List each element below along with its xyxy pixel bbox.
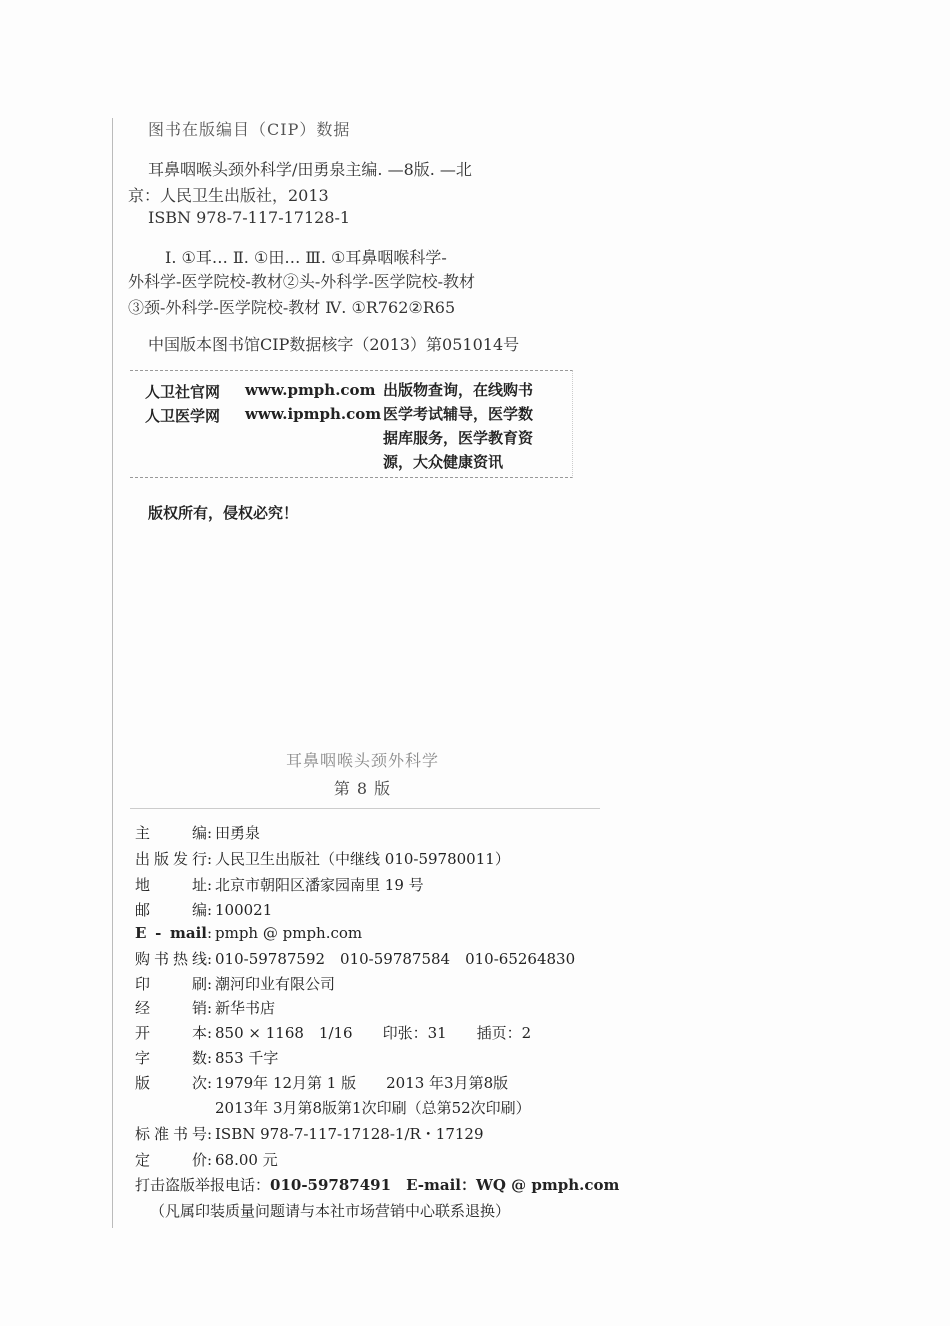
info-value: 68.00 元	[215, 1151, 278, 1169]
info-value: 853 千字	[215, 1049, 279, 1067]
info-value: 田勇泉	[215, 824, 261, 842]
colon: :	[207, 975, 213, 993]
copyright-notice: 版权所有，侵权必究！	[148, 504, 299, 522]
info-label: 地址	[135, 876, 207, 894]
site-name: 人卫社官网	[145, 383, 221, 401]
cip-class: Ⅰ. ①耳… Ⅱ. ①田… Ⅲ. ①耳鼻咽喉科学-	[165, 248, 447, 267]
piracy-phone: 010-59787491	[270, 1176, 392, 1194]
cip-isbn: ISBN 978-7-117-17128-1	[148, 208, 351, 227]
info-value: 100021	[215, 901, 273, 919]
info-value: ISBN 978-7-117-17128-1/R・17129	[215, 1125, 484, 1143]
info-row	[135, 1149, 278, 1170]
info-label: 出版发行	[135, 850, 207, 868]
colon: :	[207, 1151, 213, 1169]
info-row	[135, 997, 275, 1018]
info-label: 开本	[135, 1024, 207, 1042]
info-row	[135, 1072, 508, 1093]
colon: :	[207, 876, 213, 894]
info-value: 新华书店	[215, 999, 276, 1017]
cip-heading: 图书在版编目（CIP）数据	[148, 120, 351, 139]
info-row	[135, 924, 362, 942]
return-notice: （凡属印装质量问题请与本社市场营销中心联系退换）	[150, 1202, 511, 1220]
colon: :	[207, 901, 213, 919]
cip-number: 中国版本图书馆CIP数据核字（2013）第051014号	[148, 335, 520, 354]
colon: :	[207, 1049, 213, 1067]
info-row	[135, 973, 335, 994]
box-desc: 医学考试辅导，医学数	[383, 405, 534, 423]
info-row	[135, 1123, 484, 1144]
cip-class: 外科学-医学院校-教材②头-外科学-医学院校-教材	[128, 272, 476, 291]
info-value: 850 × 1168 1/16 印张：31 插页：2	[215, 1024, 532, 1042]
colon: :	[207, 824, 213, 842]
colon: :	[207, 950, 213, 968]
colon: :	[207, 1125, 213, 1143]
info-value: pmph @ pmph.com	[215, 924, 363, 942]
info-label: 主编	[135, 824, 207, 842]
piracy-label: 打击盗版举报电话：	[135, 1176, 271, 1194]
info-row	[135, 1022, 531, 1043]
info-value: 2013年 3月第8版第1次印刷（总第52次印刷）	[215, 1099, 531, 1117]
colon: :	[207, 999, 213, 1017]
info-row	[135, 1047, 278, 1068]
info-label: 印刷	[135, 975, 207, 993]
colon: :	[207, 1074, 213, 1092]
info-row	[135, 822, 260, 843]
box-desc: 据库服务，医学教育资	[383, 429, 534, 447]
piracy-email-label: E-mail：	[406, 1176, 477, 1194]
info-value: 北京市朝阳区潘家园南里 19 号	[215, 876, 424, 894]
box-desc: 源，大众健康资讯	[383, 453, 504, 471]
colon: :	[207, 1024, 213, 1042]
info-row	[135, 899, 272, 920]
site-url[interactable]: www.pmph.com	[245, 381, 376, 399]
info-value: 1979年 12月第 1 版 2013 年3月第8版	[215, 1074, 509, 1092]
edition: 第 8 版	[333, 779, 392, 798]
info-row	[135, 874, 424, 895]
info-row	[135, 848, 510, 869]
piracy-email: WQ @ pmph.com	[476, 1176, 620, 1194]
info-label: E - mail	[135, 924, 207, 942]
colon: :	[207, 850, 213, 868]
cip-class: ③颈-外科学-医学院校-教材 Ⅳ. ①R762②R65	[128, 298, 456, 317]
info-label: 版次	[135, 1074, 207, 1092]
info-label: 购书热线	[135, 950, 207, 968]
info-label: 字数	[135, 1049, 207, 1067]
info-value: 潮河印业有限公司	[215, 975, 336, 993]
cip-line: 耳鼻咽喉头颈外科学/田勇泉主编. —8版. —北	[148, 160, 472, 179]
book-title: 耳鼻咽喉头颈外科学	[285, 751, 439, 770]
site-name: 人卫医学网	[145, 407, 221, 425]
box-desc: 出版物查询，在线购书	[383, 381, 534, 399]
info-value: 人民卫生出版社（中继线 010-59780011）	[215, 850, 510, 868]
site-url[interactable]: www.ipmph.com	[245, 405, 382, 423]
piracy-line	[135, 1174, 619, 1195]
website-box	[130, 370, 573, 478]
info-row	[135, 948, 575, 969]
colon: :	[207, 924, 213, 942]
info-label: 经销	[135, 999, 207, 1017]
info-label: 邮编	[135, 901, 207, 919]
info-value: 010-59787592 010-59787584 010-65264830	[215, 950, 576, 968]
info-row	[135, 1097, 531, 1118]
info-label: 定价	[135, 1151, 207, 1169]
divider	[130, 808, 600, 809]
info-label: 标准书号	[135, 1125, 207, 1143]
margin-line	[112, 118, 113, 1228]
cip-line: 京：人民卫生出版社，2013	[128, 186, 329, 205]
